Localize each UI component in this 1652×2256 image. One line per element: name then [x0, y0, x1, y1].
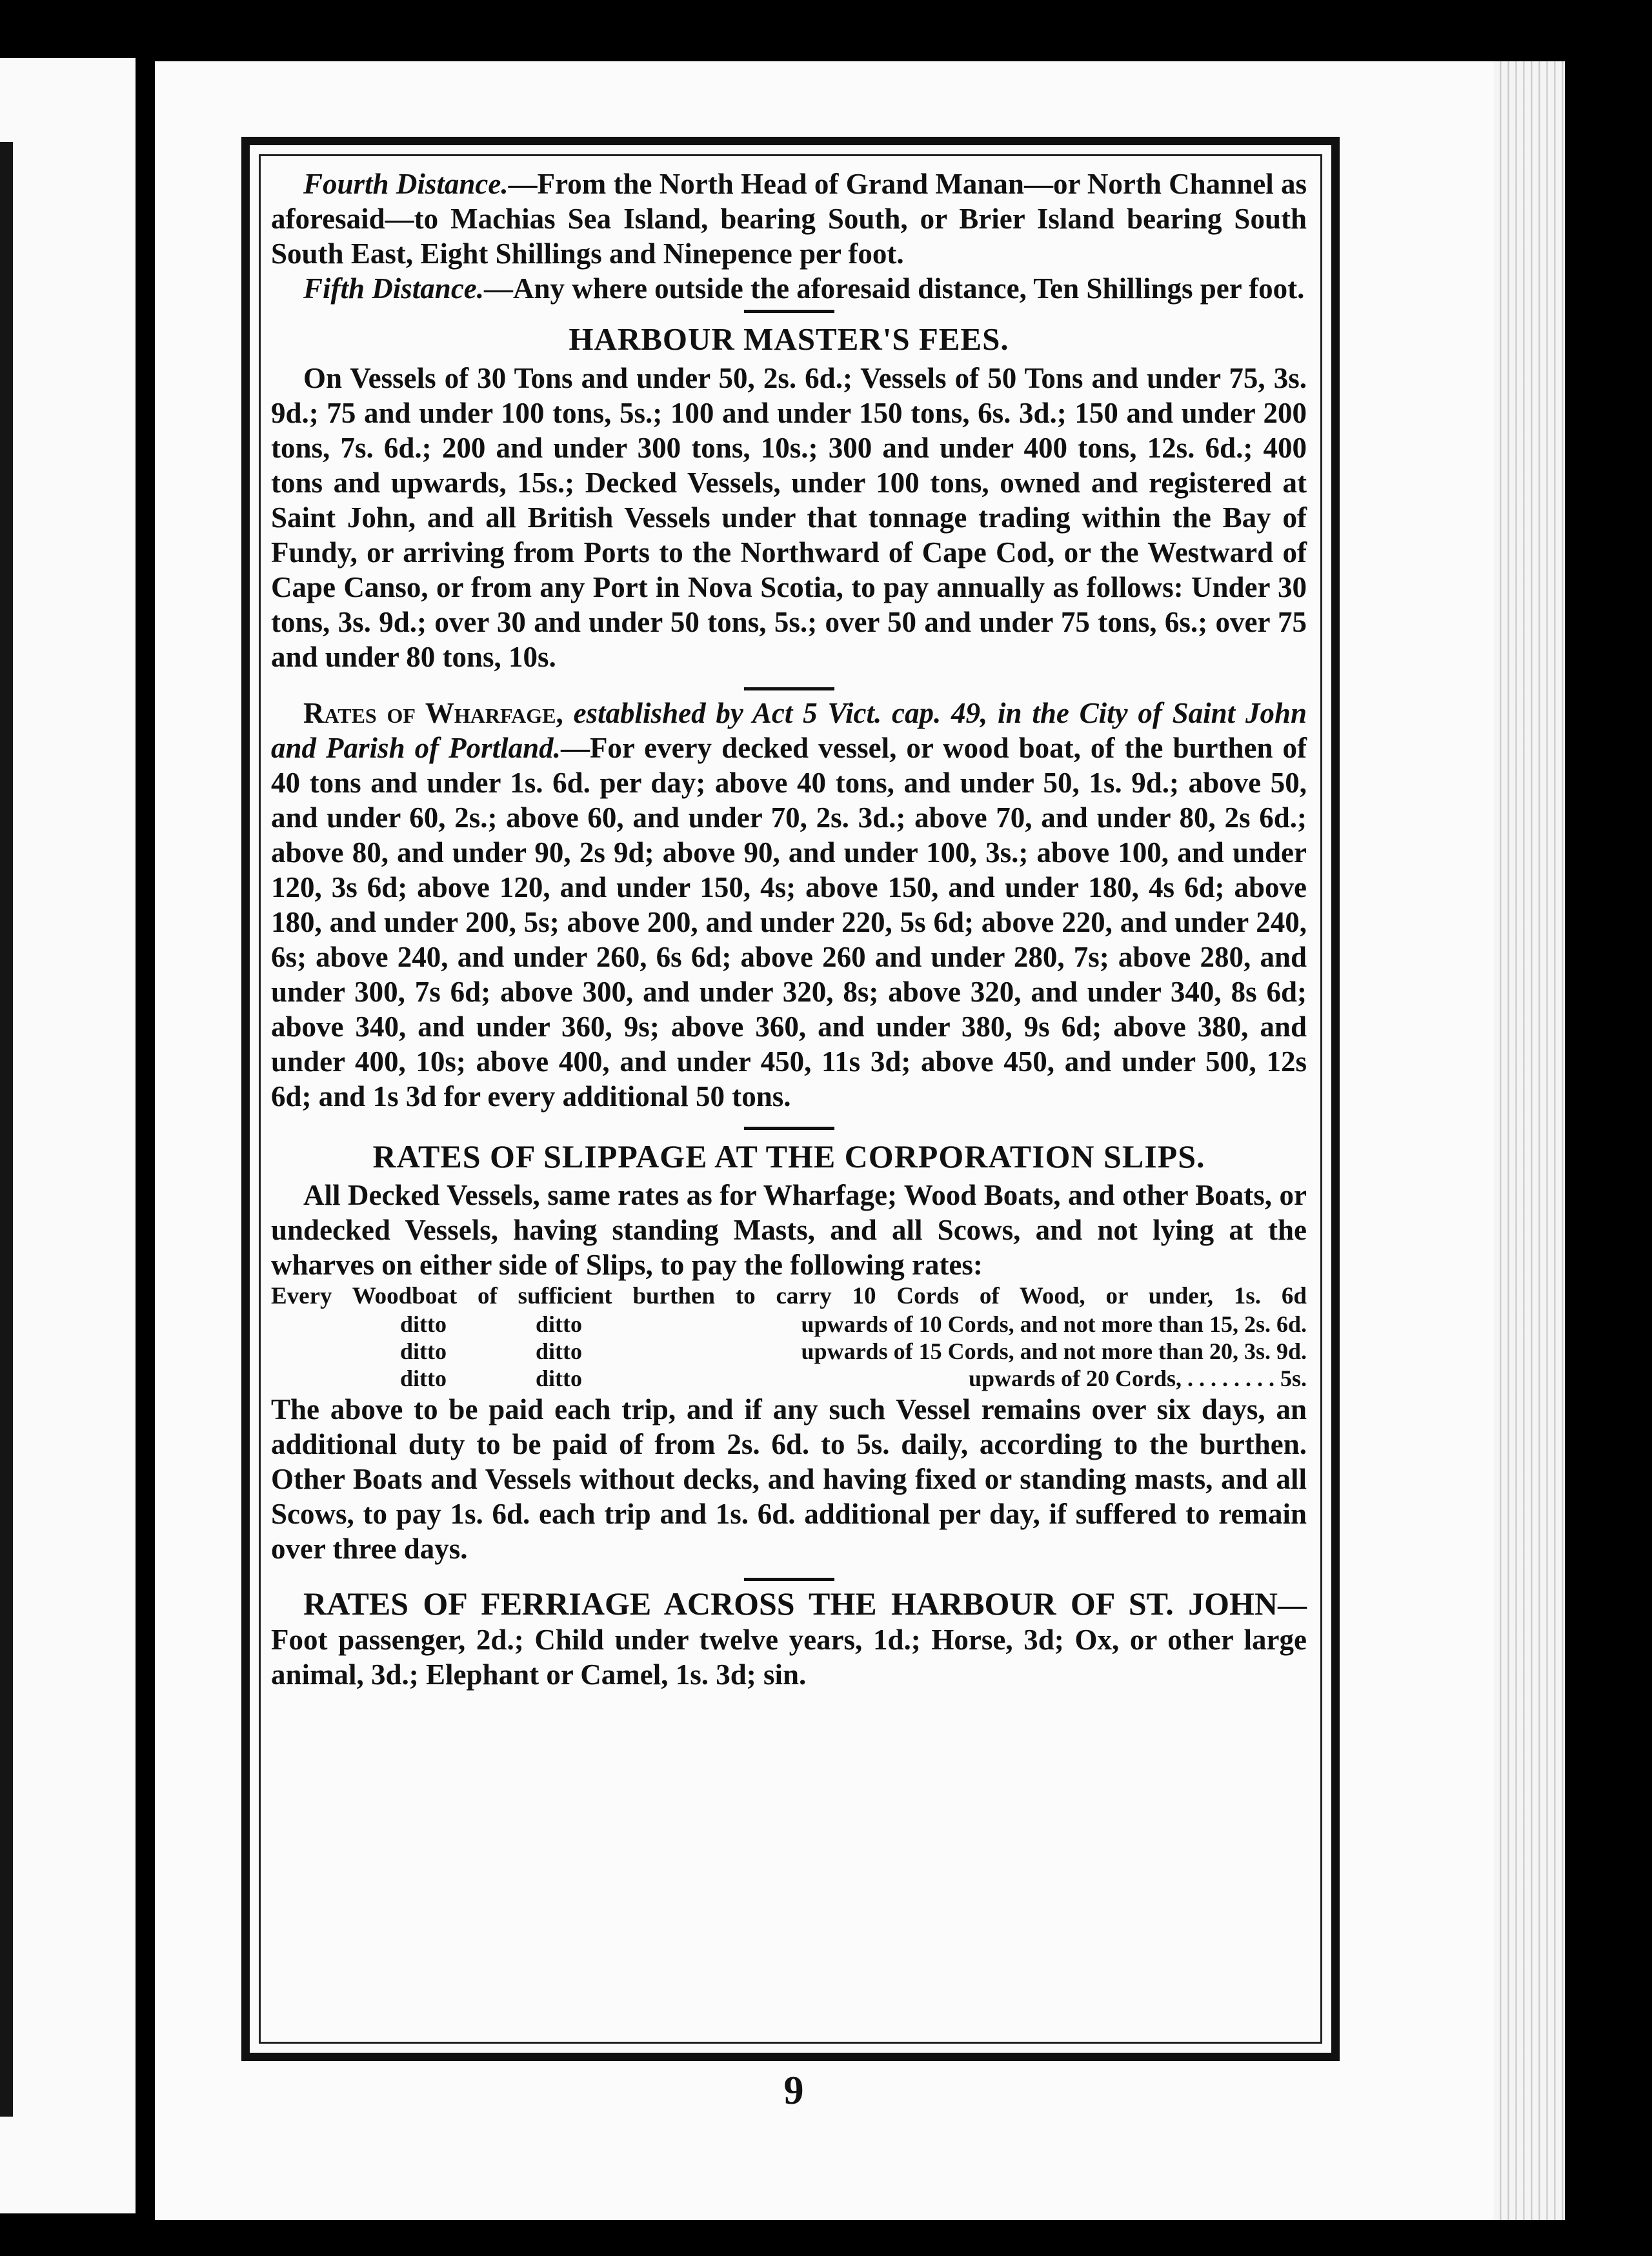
fifth-distance-label: Fifth Distance. [303, 272, 485, 305]
table-row [271, 1365, 1307, 1392]
page-number: 9 [783, 2069, 804, 2113]
wharfage-title: Rates of Wharfage, [303, 697, 563, 729]
table-row [271, 1338, 1307, 1365]
fifth-distance-paragraph [271, 271, 1307, 306]
ferriage-paragraph [271, 1586, 1307, 1692]
slippage-rate-table [271, 1311, 1307, 1392]
table-cell: ditto [536, 1338, 582, 1364]
slippage-rate-first-row: Every Woodboat of sufficient burthen to carry 10 Cords of Wood, or under, 1s. 6d [271, 1283, 1307, 1309]
section-divider [744, 687, 834, 690]
section-divider [744, 1127, 834, 1130]
table-cell: ditto [536, 1311, 582, 1337]
table-cell: upwards of 15 Cords, and not more than 20, 3s. 9d. [801, 1338, 1307, 1364]
harbour-master-title: HARBOUR MASTER'S FEES. [569, 321, 1009, 357]
wharfage-paragraph [271, 696, 1307, 1114]
slippage-intro: All Decked Vessels, same rates as for Wharfage; Wood Boats, and other Boats, or undecked Vessels, having standing Masts, and all Scows, and not lying at the wharves on either side of Slips, to pay the following rates: [271, 1179, 1307, 1281]
table-cell: upwards of 20 Cords, . . . . . . . . 5s. [968, 1365, 1307, 1391]
fifth-distance-text: —Any where outside the aforesaid distance, Ten Shillings per foot. [484, 272, 1305, 305]
ferriage-title: RATES OF FERRIAGE ACROSS THE HARBOUR OF ST. JOHN [303, 1586, 1278, 1622]
left-page-edge [0, 58, 136, 2213]
wharfage-body: —For every decked vessel, or wood boat, of the burthen of 40 tons and under 1s. 6d. per day; above 40 tons, and under 50, 1s. 9d.; above 50, and under 60, 2s.; above 60, and under 70, 2s. 3d.; above 70, and under 80, 2s 6d.; above 80, and under 90, 2s 9d; above 90, and under 100, 3s.; above 100, and under 120, 3s 6d; above 120, and under 150, 4s; above 150, and under 180, 4s 6d; above 180, and under 200, 5s; above 200, and under 220, 5s 6d; above 220, and under 240, 6s; above 240, and under 260, 6s 6d; above 260 and under 280, 7s; above 280, and under 300, 7s 6d; above 300, and under 320, 8s; above 320, and under 340, 8s 6d; above 340, and under 360, 9s; above 360, and under 380, 9s 6d; above 380, and under 400, 10s; above 400, and under 450, 11s 3d; above 450, and under 500, 12s 6d; and 1s 3d for every additional 50 tons. [271, 732, 1307, 1113]
ferriage-body: —Foot passenger, 2d.; Child under twelve years, 1d.; Horse, 3d; Ox, or other large animal, 3d.; Elephant or Camel, 1s. 3d; sin. [271, 1589, 1307, 1691]
slippage-closing: The above to be paid each trip, and if any such Vessel remains over six days, an additional duty to be paid of from 2s. 6d. to 5s. daily, according to the burthen. Other Boats and Vessels without decks, and having fixed or standing masts, and all Scows, to pay 1s. 6d. each trip and 1s. 6d. additional per day, if suffered to remain over three days. [271, 1393, 1307, 1565]
table-cell: ditto [400, 1365, 447, 1391]
wharfage-subtitle: established by Act 5 Vict. cap. 49, in the City of Saint John and Parish of Portland. [271, 697, 1307, 764]
section-divider [744, 1578, 834, 1581]
page-edges [1494, 61, 1565, 2220]
page-text [271, 166, 1307, 1692]
slippage-title: RATES OF SLIPPAGE AT THE CORPORATION SLIPS. [372, 1138, 1205, 1174]
fourth-distance-paragraph [271, 166, 1307, 271]
table-cell: ditto [400, 1311, 447, 1337]
section-divider [744, 310, 834, 313]
fourth-distance-text: —From the North Head of Grand Manan—or North Channel as aforesaid—to Machias Sea Island, bearing South, or Brier Island bearing South South East, Eight Shillings and Ninepence per foot. [271, 168, 1307, 270]
left-page-border-rule [0, 142, 13, 2117]
table-cell: ditto [400, 1338, 447, 1364]
harbour-master-body: On Vessels of 30 Tons and under 50, 2s. 6d.; Vessels of 50 Tons and under 75, 3s. 9d.; 75 and under 100 tons, 5s.; 100 and under 150 tons, 6s. 3d.; 150 and under 200 tons, 7s. 6d.; 200 and under 300 tons, 10s.; 300 and under 400 tons, 12s. 6d.; 400 tons and upwards, 15s.; Decked Vessels, under 100 tons, owned and registered at Saint John, and all British Vessels under that tonnage trading within the Bay of Fundy, or arriving from Ports to the Northward of Cape Cod, or the Westward of Cape Canso, or from any Port in Nova Scotia, to pay annually as follows: Under 30 tons, 3s. 9d.; over 30 and under 50 tons, 5s.; over 50 and under 75 tons, 6s.; over 75 and under 80 tons, 10s. [271, 362, 1307, 673]
fourth-distance-label: Fourth Distance. [303, 168, 509, 200]
table-cell: ditto [536, 1365, 582, 1391]
table-row [271, 1311, 1307, 1338]
table-cell: upwards of 10 Cords, and not more than 15, 2s. 6d. [801, 1311, 1307, 1337]
